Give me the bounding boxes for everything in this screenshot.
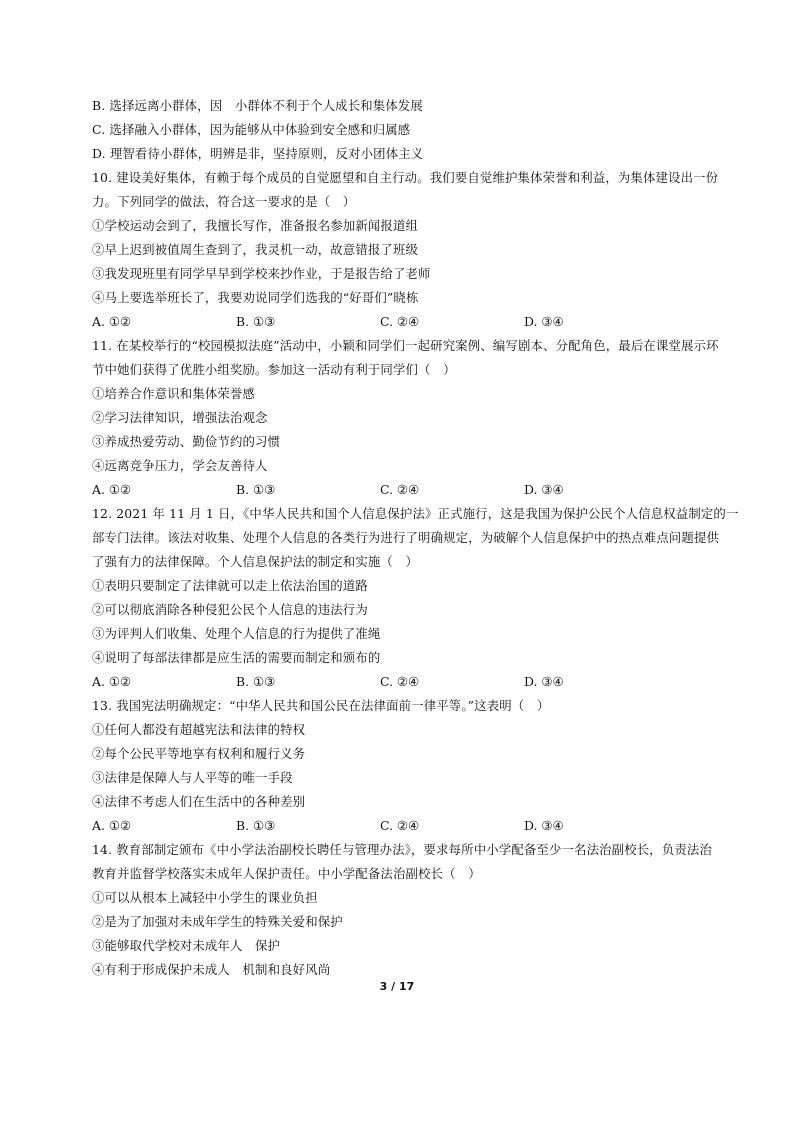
question-10 (92, 166, 719, 334)
statement-item: ②早上迟到被值周生查到了，我灵机一动，故意错报了班级 (92, 242, 419, 257)
statement-item: ③法律是保障人与人平等的唯一手段 (92, 770, 293, 785)
statement-item: ③养成热爱劳动、勤俭节约的习惯 (92, 434, 281, 449)
option-line: D. 理智看待小群体，明辨是非，坚持原则，反对小团体主义 (92, 146, 424, 161)
statement-item: ③我发现班里有同学早早到学校来抄作业，于是报告给了老师 (92, 266, 431, 281)
statement-item: ①任何人都没有超越宪法和法律的特权 (92, 722, 306, 737)
question-11 (92, 334, 719, 502)
answer-option-c: C. ②④ (380, 314, 420, 329)
answer-options (92, 478, 712, 502)
question-stem-line: 节中她们获得了优胜小组奖励。参加这一活动有利于同学们（ ） (92, 362, 456, 377)
statement-item: ④说明了每部法律都是应生活的需要而制定和颁布的 (92, 650, 381, 665)
answer-option-d: D. ③④ (524, 818, 564, 833)
answer-option-a: A. ①② (92, 818, 132, 833)
answer-option-c: C. ②④ (380, 674, 420, 689)
statement-item: ④马上要选举班长了，我要劝说同学们选我的“好哥们”晓栋 (92, 290, 419, 305)
statement-item: ①可以从根本上减轻中小学生的课业负担 (92, 890, 318, 905)
option-line: B. 选择远离小群体，因 小群体不利于个人成长和集体发展 (92, 98, 423, 113)
answer-option-c: C. ②④ (380, 482, 420, 497)
statement-item: ①学校运动会到了，我擅长写作，准备报名参加新闻报道组 (92, 218, 419, 233)
question-stem-line: 教育并监督学校落实未成年人保护责任。中小学配备法治副校长（ ） (92, 866, 481, 881)
statement-item: ②是为了加强对未成年学生的特殊关爱和保护 (92, 914, 343, 929)
statement-item: ④法律不考虑人们在生活中的各种差别 (92, 794, 306, 809)
question-13 (92, 694, 712, 838)
answer-option-d: D. ③④ (524, 674, 564, 689)
question-12 (92, 502, 739, 694)
statement-item: ④远离竞争压力，学会友善待人 (92, 458, 268, 473)
question-stem-line: 12. 2021 年 11 月 1 日，《中华人民共和国个人信息保护法》正式施行，这是我国为保护公民个人信息权益制定的一 (92, 506, 739, 521)
statement-item: ①表明只要制定了法律就可以走上依法治国的道路 (92, 578, 368, 593)
page-number: 3 / 17 (379, 980, 415, 993)
question-stem-line: 部专门法律。该法对收集、处理个人信息的各类行为进行了明确规定，为破解个人信息保护中的热点难点问题提供 (92, 530, 720, 545)
answer-options (92, 814, 712, 838)
statement-item: ②可以彻底消除各种侵犯公民个人信息的违法行为 (92, 602, 368, 617)
statement-item: ③为评判人们收集、处理个人信息的行为提供了准绳 (92, 626, 381, 641)
question-stem-line: 14. 教育部制定颁布《中小学法治副校长聘任与管理办法》，要求每所中小学配备至少一名法治副校长，负责法治 (92, 842, 712, 857)
answer-option-b: B. ①③ (236, 482, 276, 497)
question-stem-line: 11. 在某校举行的“校园模拟法庭”活动中，小颖和同学们一起研究案例、编写剧本、分配角色，最后在课堂展示环 (92, 338, 719, 353)
answer-option-d: D. ③④ (524, 482, 564, 497)
question-stem-line: 10. 建设美好集体，有赖于每个成员的自觉愿望和自主行动。我们要自觉维护集体荣誉和利益，为集体建设出一份 (92, 170, 719, 185)
answer-option-c: C. ②④ (380, 818, 420, 833)
answer-option-d: D. ③④ (524, 314, 564, 329)
statement-item: ④有利于形成保护未成人 机制和良好风尚 (92, 962, 331, 977)
option-line: C. 选择融入小群体，因为能够从中体验到安全感和归属感 (92, 122, 411, 137)
answer-option-a: A. ①② (92, 314, 132, 329)
statement-item: ③能够取代学校对未成年人 保护 (92, 938, 281, 953)
answer-option-a: A. ①② (92, 482, 132, 497)
statement-item: ②学习法律知识，增强法治观念 (92, 410, 268, 425)
answer-options (92, 310, 712, 334)
answer-options (92, 670, 712, 694)
question-stem-line: 力。下列同学的做法，符合这一要求的是（ ） (92, 194, 356, 209)
question-14 (92, 838, 712, 982)
question-stem-line: 了强有力的法律保障。个人信息保护法的制定和实施（ ） (92, 554, 419, 569)
page-content (92, 94, 739, 982)
question-stem-line: 13. 我国宪法明确规定：“中华人民共和国公民在法律面前一律平等。”这表明（ ） (92, 698, 550, 713)
answer-option-b: B. ①③ (236, 314, 276, 329)
answer-option-b: B. ①③ (236, 818, 276, 833)
statement-item: ②每个公民平等地享有权利和履行义务 (92, 746, 306, 761)
answer-option-b: B. ①③ (236, 674, 276, 689)
answer-option-a: A. ①② (92, 674, 132, 689)
statement-item: ①培养合作意识和集体荣誉感 (92, 386, 256, 401)
